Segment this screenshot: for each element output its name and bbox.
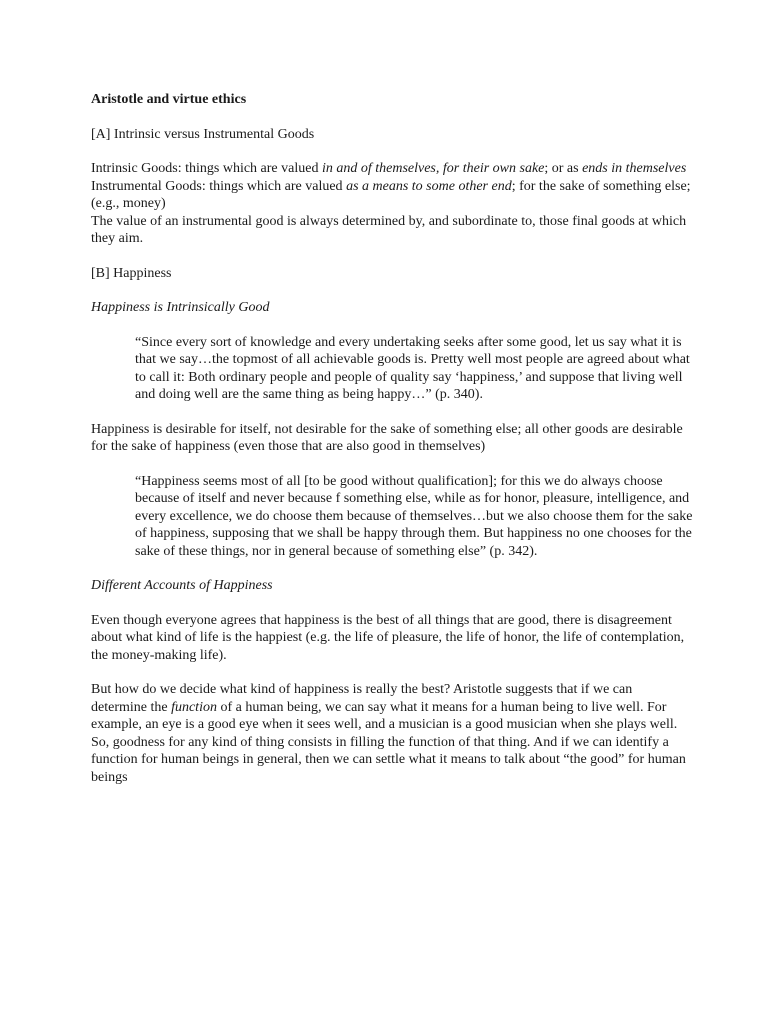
section-b-heading: [B] Happiness [91,265,172,281]
section-a-heading: [A] Intrinsic versus Instrumental Goods [91,126,315,142]
block-quote-1: “Since every sort of knowledge and every undertaking seeks after some good, let us say what it is that we say…the topmost of all achievable goods is. Pretty well most people are agreed about what to call it: Both ordinary people and people of quality say ‘happiness,’ and suppose that living well and doing well are the same thing as being happy…” (p. 340). [135,334,690,402]
block-quote-2: “Happiness seems most of all [to be good without qualification]; for this we do always choose because of itself and never because f something else, while as for honor, pleasure, intelligence, and every excellence, we do choose them because of themselves…but we also choose them for the sake of happiness, supposing that we shall be happy through them. But happiness no one chooses for the sake of these things, nor in general because of something else” (p. 342). [135,473,693,559]
function-suffix: of a human being, we can say what it means for a human being to live well. For example, an eye is a good eye when it sees well, and a musician is a good musician when she plays well. So, goodness for any kind of thing consists in filling the function of that thing. And if we can identify a function for human beings in general, then we can settle what it means to talk about “the good” for human beings [91,699,686,785]
function-italic: function [171,699,217,715]
intrinsic-middle: ; or as [544,161,583,176]
subheading-intrinsically-good: Happiness is Intrinsically Good [91,300,270,315]
intrinsic-prefix: Intrinsic Goods: things which are valued [91,161,322,176]
function-prefix: But how do we decide what kind of happiness is really the best? Aristotle suggests that if we can determine the [91,682,633,715]
intrinsic-italic-1: in and of themselves, for their own sake [321,161,545,176]
instrumental-suffix: ; for the sake of something else; (e.g., money) [91,178,691,211]
intrinsic-italic-2: ends in themselves [582,161,687,176]
intrinsic-goods-definition [91,160,691,178]
instrumental-goods-definition [91,178,691,213]
document-body [91,91,691,803]
instrumental-prefix: Instrumental Goods: things which are valued [91,178,347,194]
happiness-desirable-paragraph: Happiness is desirable for itself, not desirable for the sake of something else; all other goods are desirable for the sake of happiness (even those that are also good in themselves) [91,421,683,454]
instrumental-value-paragraph: The value of an instrumental good is always determined by, and subordinate to, those final goods at which they aim. [91,213,687,246]
document-title: Aristotle and virtue ethics [91,92,247,107]
instrumental-italic: as a means to some other end [346,178,512,194]
subheading-different-accounts: Different Accounts of Happiness [91,578,273,593]
function-paragraph [91,681,691,786]
disagreement-paragraph: Even though everyone agrees that happiness is the best of all things that are good, there is disagreement about what kind of life is the happiest (e.g. the life of pleasure, the life of honor, the life of contemplation, the money-making life). [91,612,685,663]
